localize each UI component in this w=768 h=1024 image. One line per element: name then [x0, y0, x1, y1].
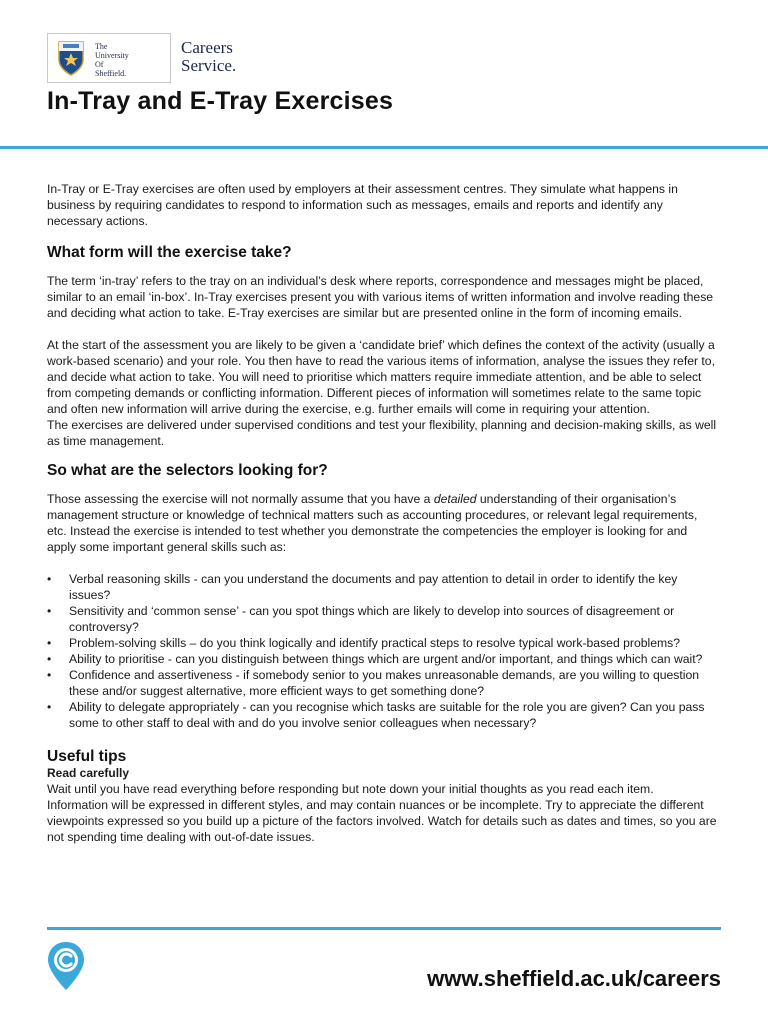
form-paragraph-3: The exercises are delivered under supervised conditions and test your flexibility, planning and decision-making skills, as well as time management. — [47, 418, 717, 448]
list-item: • Verbal reasoning skills - can you understand the documents and pay attention to detail in order to identify the key issues? — [47, 571, 717, 603]
read-carefully-subheading: Read carefully — [47, 766, 130, 780]
intro-paragraph: In-Tray or E-Tray exercises are often used by employers at their assessment centres. They simulate what happens in business by requiring candidates to respond to information such as messages, emails and reports and identify any necessary actions. — [47, 182, 678, 228]
useful-tips-heading: Useful tips — [47, 748, 127, 765]
careers-service-label: Careers Service. — [181, 38, 237, 75]
list-item: • Problem-solving skills – do you think logically and identify practical steps to resolve typical work-based problems? — [47, 635, 717, 651]
list-item: • Sensitivity and ‘common sense’ - can you spot things which are likely to develop into sources of disagreement or controversy? — [47, 603, 717, 635]
university-logo — [47, 33, 171, 83]
selectors-paragraph: Those assessing the exercise will not normally assume that you have a detailed understanding of their organisation’s management structure or knowledge of technical matters such as accounting procedures, or relevant legal requirements, etc. Instead the exercise is intended to test whether you demonstrate the competencies the employer is looking for and apply some important general skills such as: — [47, 492, 698, 554]
list-item: • Ability to prioritise - can you distinguish between things which are urgent and/or important, and things which can wait? — [47, 651, 717, 667]
tips-paragraph: Wait until you have read everything before responding but note down your initial thoughts as you read each item. Information will be expressed in different styles, and may contain nuances or be incomplete. Try to appreciate the different viewpoints expressed so you build up a picture of the factors involved. Watch for details such as dates and times, so you are not spending time dealing with out-of-date issues. — [47, 782, 717, 844]
list-item: • Confidence and assertiveness - if somebody senior to you makes unreasonable demands, are you willing to question these and/or suggest alternative, more efficient ways to get something done? — [47, 667, 717, 699]
section-heading-form: What form will the exercise take? — [47, 244, 292, 261]
university-crest-icon — [57, 40, 85, 77]
page-title: In-Tray and E-Tray Exercises — [47, 87, 394, 115]
form-paragraph-1: The term ‘in-tray’ refers to the tray on an individual’s desk where reports, correspondence and messages might be placed, similar to an email ‘in-box’. In-Tray exercises present you with various items of written information and involve reading these and deciding what action to take. E-Tray exercises are similar but are presented online in the form of incoming emails. — [47, 274, 714, 320]
skills-list — [47, 571, 717, 731]
website-url[interactable]: www.sheffield.ac.uk/careers — [427, 966, 721, 991]
university-name: The University Of Sheffield. — [95, 42, 129, 78]
list-item: • Ability to delegate appropriately - can you recognise which tasks are suitable for the role you are given? Can you pass some to other staff to deal with and do you involve senior colleagues when necessary? — [47, 699, 717, 731]
main-content — [47, 181, 717, 845]
header-divider — [0, 146, 768, 149]
emphasis-detailed: detailed — [433, 492, 477, 506]
footer-divider — [47, 927, 721, 930]
section-heading-selectors: So what are the selectors looking for? — [47, 462, 328, 479]
form-paragraph-2: At the start of the assessment you are likely to be given a ‘candidate brief’ which defines the context of the activity (usually a work-based scenario) and your role. You then have to read the various items of information, analyse the issues they refer to, and decide what action to take. You will need to prioritise which matters require immediate attention, and be able to select from competing demands or conflicting information. Different pieces of information will sometimes relate to the same topic and often new information will arrive during the exercise, e.g. further emails will come in requiring your attention. — [47, 338, 715, 416]
careers-location-pin-icon — [46, 940, 86, 992]
